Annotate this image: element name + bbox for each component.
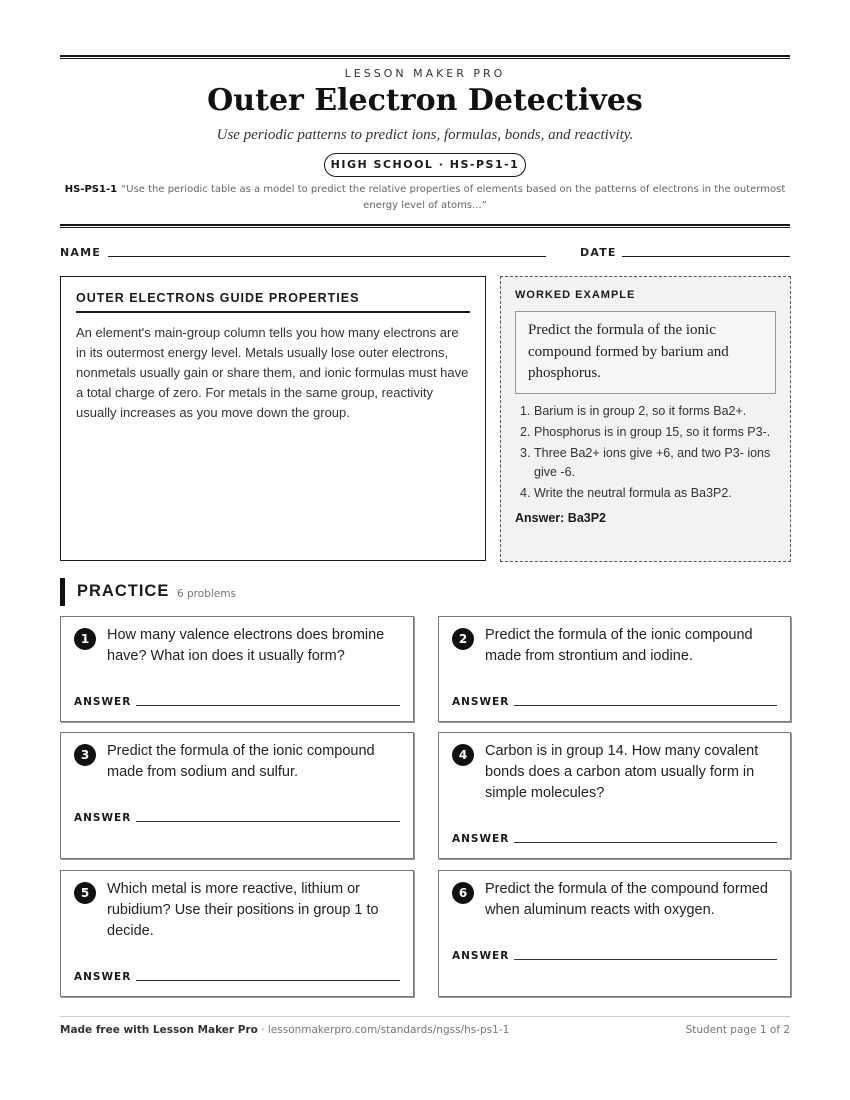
step-text: Barium is in group 2, so it forms Ba2+.: [534, 403, 747, 418]
practice-count: 6 problems: [177, 588, 236, 600]
step-text: Three Ba2+ ions give +6, and two P3- ions give -6.: [534, 445, 771, 479]
worked-example-answer: Answer: Ba3P2: [515, 510, 607, 525]
problem-text: Predict the formula of the compound formed when aluminum reacts with oxygen.: [485, 881, 768, 918]
problem-text: Predict the formula of the ionic compound made from sodium and sulfur.: [107, 743, 375, 780]
worked-example-problem: Predict the formula of the ionic compound formed by barium and phosphorus.: [515, 311, 776, 394]
problem-card-5: [60, 870, 414, 997]
answer-label: ANSWER: [74, 696, 132, 708]
date-field[interactable]: [622, 256, 790, 257]
problem-number-badge: 1: [74, 628, 96, 650]
answer-label: ANSWER: [452, 950, 510, 962]
worked-step: [515, 423, 776, 442]
problem-number-badge: 2: [452, 628, 474, 650]
problem-text: Which metal is more reactive, lithium or rubidium? Use their positions in group 1 to decide.: [107, 881, 379, 939]
answer-field-4[interactable]: [514, 842, 777, 843]
header-top-rule: [60, 55, 790, 59]
practice-accent-bar: [60, 578, 65, 606]
worked-step: [515, 444, 776, 482]
step-number: 3.: [520, 445, 531, 460]
answer-field-2[interactable]: [514, 705, 777, 706]
name-field[interactable]: [108, 256, 546, 257]
practice-title: PRACTICE: [77, 582, 170, 600]
answer-label: ANSWER: [452, 696, 510, 708]
level-badge: HIGH SCHOOL · HS-PS1-1: [324, 153, 526, 177]
problem-number-badge: 5: [74, 882, 96, 904]
date-label: DATE: [580, 246, 617, 259]
answer-field-5[interactable]: [136, 980, 400, 981]
footer-credit: [60, 1024, 509, 1036]
problem-text: Carbon is in group 14. How many covalent bonds does a carbon atom usually form in simple molecules?: [485, 743, 759, 801]
answer-field-6[interactable]: [514, 959, 777, 960]
page-indicator: Student page 1 of 2: [685, 1024, 790, 1036]
answer-field-1[interactable]: [136, 705, 400, 706]
page-subtitle: Use periodic patterns to predict ions, formulas, bonds, and reactivity.: [216, 127, 634, 143]
problem-card-6: [438, 870, 791, 997]
problem-card-1: [60, 616, 414, 722]
footer-brand: Made free with Lesson Maker Pro: [60, 1024, 258, 1036]
answer-label: ANSWER: [74, 812, 132, 824]
step-number: 1.: [520, 403, 531, 418]
footer-url[interactable]: · lessonmakerpro.com/standards/ngss/hs-ps1-1: [257, 1024, 510, 1036]
standard-code: HS-PS1-1: [64, 184, 118, 195]
guide-panel: [60, 276, 486, 561]
header-bottom-rule: [60, 224, 790, 228]
name-label: NAME: [60, 246, 101, 259]
problem-number-badge: 3: [74, 744, 96, 766]
problem-text: Predict the formula of the ionic compound made from strontium and iodine.: [485, 627, 753, 664]
step-text: Write the neutral formula as Ba3P2.: [534, 485, 732, 500]
problem-number-badge: 6: [452, 882, 474, 904]
problem-text: How many valence electrons does bromine have? What ion does it usually form?: [107, 627, 385, 664]
problem-card-2: [438, 616, 791, 722]
guide-title: OUTER ELECTRONS GUIDE PROPERTIES: [76, 291, 470, 313]
worked-example-panel: [500, 276, 791, 562]
problem-number-badge: 4: [452, 744, 474, 766]
step-text: Phosphorus is in group 15, so it forms P3-.: [534, 424, 771, 439]
problem-card-3: [60, 732, 414, 859]
answer-label: ANSWER: [74, 971, 132, 983]
footer-divider: [60, 1016, 790, 1017]
worked-step: [515, 402, 776, 421]
guide-body: An element's main-group column tells you how many electrons are in its outermost energy level. Metals usually lose outer electrons, nonmetals usually gain or share them, and ionic formulas must have a total charge of zero. For metals in the same group, reactivity usually increases as you move down the group.: [76, 325, 469, 420]
answer-field-3[interactable]: [136, 821, 400, 822]
standard-statement: [60, 182, 790, 214]
brand-name: LESSON MAKER PRO: [344, 67, 506, 80]
step-number: 4.: [520, 485, 531, 500]
problem-card-4: [438, 732, 791, 859]
page-title: Outer Electron Detectives: [207, 83, 643, 118]
step-number: 2.: [520, 424, 531, 439]
standard-text: “Use the periodic table as a model to predict the relative properties of elements based on the patterns of electrons in the outermost energy level of atoms...”: [121, 184, 786, 211]
worked-step: [515, 484, 776, 503]
worked-example-steps: [515, 402, 776, 503]
worked-example-heading: WORKED EXAMPLE: [515, 289, 636, 301]
answer-label: ANSWER: [452, 833, 510, 845]
